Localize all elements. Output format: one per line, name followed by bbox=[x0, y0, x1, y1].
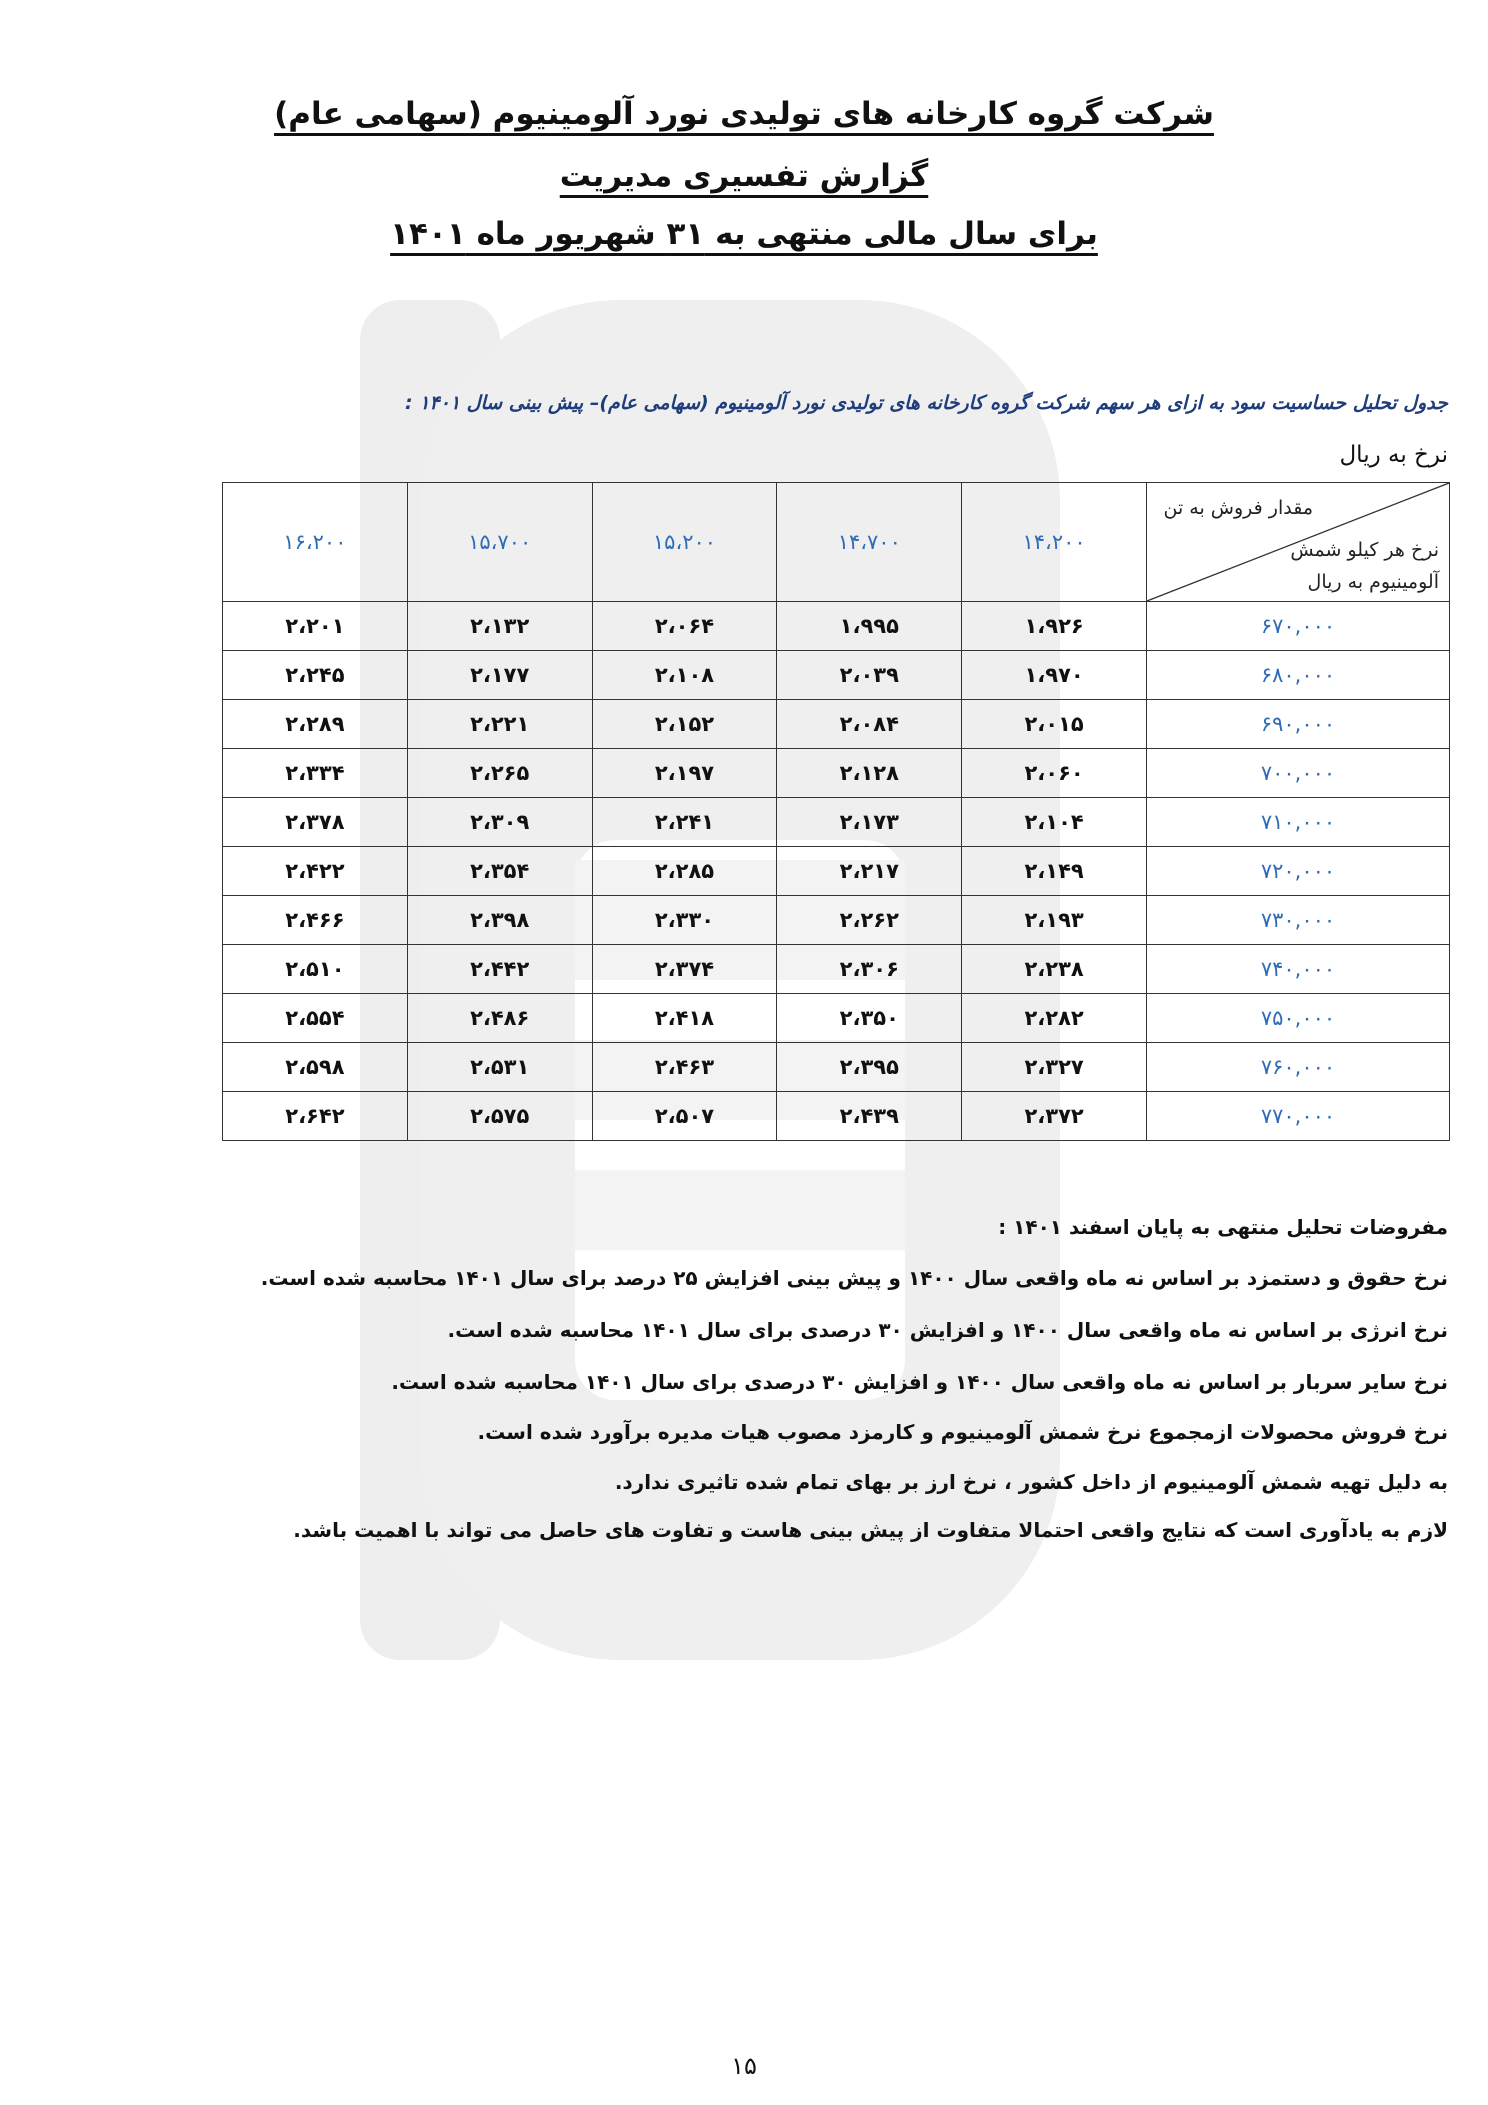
table-cell: ۲،۳۹۵ bbox=[777, 1043, 962, 1092]
corner-label-rate: نرخ هر کیلو شمش bbox=[1290, 539, 1439, 561]
table-cell: ۲،۴۲۲ bbox=[223, 847, 408, 896]
table-cell: ۲،۳۷۸ bbox=[223, 798, 408, 847]
column-header: ۱۴،۲۰۰ bbox=[962, 483, 1147, 602]
table-row bbox=[223, 1043, 1450, 1092]
table-cell: ۲،۵۳۱ bbox=[407, 1043, 592, 1092]
table-cell: ۲،۳۳۰ bbox=[592, 896, 777, 945]
column-header: ۱۶،۲۰۰ bbox=[223, 483, 408, 602]
row-header: ۷۱۰,۰۰۰ bbox=[1147, 798, 1450, 847]
table-cell: ۱،۹۹۵ bbox=[777, 602, 962, 651]
table-caption: جدول تحلیل حساسیت سود به ازای هر سهم شرکت گروه کارخانه های تولیدی نورد آلومینیوم (سهامی عام)– پیش بینی سال ۱۴۰۱ : bbox=[404, 392, 1448, 414]
assumptions-title: مفروضات تحلیل منتهی به پایان اسفند ۱۴۰۱ : bbox=[998, 1215, 1448, 1239]
corner-label-rate-unit: آلومینیوم به ریال bbox=[1307, 571, 1439, 593]
table-cell: ۲،۰۳۹ bbox=[777, 651, 962, 700]
table-header-row bbox=[223, 483, 1450, 602]
table-cell: ۲،۲۶۲ bbox=[777, 896, 962, 945]
period-title: برای سال مالی منتهی به ۳۱ شهریور ماه ۱۴۰۱ bbox=[390, 216, 1098, 252]
table-cell: ۲،۰۱۵ bbox=[962, 700, 1147, 749]
table-cell: ۲،۲۴۱ bbox=[592, 798, 777, 847]
assumption-item: نرخ حقوق و دستمزد بر اساس نه ماه واقعی سال ۱۴۰۰ و پیش بینی افزایش ۲۵ درصد برای سال ۱۴۰۱ محاسبه شده است. bbox=[260, 1266, 1448, 1290]
table-cell: ۲،۵۱۰ bbox=[223, 945, 408, 994]
corner-label-quantity: مقدار فروش به تن bbox=[1163, 497, 1313, 519]
company-title: شرکت گروه کارخانه های تولیدی نورد آلومینیوم (سهامی عام) bbox=[274, 96, 1214, 132]
table-cell: ۲،۳۵۰ bbox=[777, 994, 962, 1043]
table-cell: ۲،۲۸۲ bbox=[962, 994, 1147, 1043]
table-cell: ۲،۱۰۸ bbox=[592, 651, 777, 700]
row-header: ۷۶۰,۰۰۰ bbox=[1147, 1043, 1450, 1092]
table-row bbox=[223, 847, 1450, 896]
table-cell: ۲،۳۷۴ bbox=[592, 945, 777, 994]
table-cell: ۲،۱۰۴ bbox=[962, 798, 1147, 847]
column-header: ۱۵،۲۰۰ bbox=[592, 483, 777, 602]
table-cell: ۲،۳۷۲ bbox=[962, 1092, 1147, 1141]
table-cell: ۲،۱۷۳ bbox=[777, 798, 962, 847]
assumption-item: لازم به یادآوری است که نتایج واقعی احتمالا متفاوت از پیش بینی هاست و تفاوت های حاصل می تواند با اهمیت باشد. bbox=[293, 1518, 1448, 1542]
table-cell: ۲،۴۶۳ bbox=[592, 1043, 777, 1092]
table-cell: ۲،۲۲۱ bbox=[407, 700, 592, 749]
table-cell: ۲،۳۹۸ bbox=[407, 896, 592, 945]
sensitivity-table bbox=[222, 482, 1450, 1141]
table-cell: ۲،۵۷۵ bbox=[407, 1092, 592, 1141]
table-cell: ۲،۰۸۴ bbox=[777, 700, 962, 749]
table-cell: ۲،۱۲۸ bbox=[777, 749, 962, 798]
table-cell: ۲،۳۰۹ bbox=[407, 798, 592, 847]
row-header: ۷۵۰,۰۰۰ bbox=[1147, 994, 1450, 1043]
row-header: ۶۷۰,۰۰۰ bbox=[1147, 602, 1450, 651]
table-cell: ۲،۶۴۲ bbox=[223, 1092, 408, 1141]
table-row bbox=[223, 945, 1450, 994]
assumption-item: نرخ سایر سربار بر اساس نه ماه واقعی سال ۱۴۰۰ و افزایش ۳۰ درصدی برای سال ۱۴۰۱ محاسبه شده است. bbox=[391, 1370, 1448, 1394]
table-cell: ۲،۵۵۴ bbox=[223, 994, 408, 1043]
table-row bbox=[223, 1092, 1450, 1141]
table-row bbox=[223, 994, 1450, 1043]
table-cell: ۱،۹۷۰ bbox=[962, 651, 1147, 700]
unit-label: نرخ به ریال bbox=[1339, 442, 1448, 468]
table-cell: ۲،۲۴۵ bbox=[223, 651, 408, 700]
row-header: ۷۴۰,۰۰۰ bbox=[1147, 945, 1450, 994]
table-row bbox=[223, 749, 1450, 798]
row-header: ۷۷۰,۰۰۰ bbox=[1147, 1092, 1450, 1141]
table-cell: ۲،۴۶۶ bbox=[223, 896, 408, 945]
table-cell: ۲،۴۸۶ bbox=[407, 994, 592, 1043]
row-header: ۷۲۰,۰۰۰ bbox=[1147, 847, 1450, 896]
table-cell: ۲،۳۰۶ bbox=[777, 945, 962, 994]
table-cell: ۲،۰۶۰ bbox=[962, 749, 1147, 798]
table-cell: ۲،۴۱۸ bbox=[592, 994, 777, 1043]
table-cell: ۲،۲۶۵ bbox=[407, 749, 592, 798]
table-cell: ۲،۳۳۴ bbox=[223, 749, 408, 798]
table-cell: ۲،۱۴۹ bbox=[962, 847, 1147, 896]
row-header: ۷۰۰,۰۰۰ bbox=[1147, 749, 1450, 798]
table-cell: ۲،۵۹۸ bbox=[223, 1043, 408, 1092]
table-cell: ۲،۰۶۴ bbox=[592, 602, 777, 651]
table-row bbox=[223, 651, 1450, 700]
table-cell: ۲،۲۳۸ bbox=[962, 945, 1147, 994]
table-cell: ۲،۱۳۲ bbox=[407, 602, 592, 651]
table-cell: ۲،۴۴۲ bbox=[407, 945, 592, 994]
report-title: گزارش تفسیری مدیریت bbox=[559, 158, 929, 194]
row-header: ۶۹۰,۰۰۰ bbox=[1147, 700, 1450, 749]
table-cell: ۲،۱۹۳ bbox=[962, 896, 1147, 945]
table-cell: ۲،۱۷۷ bbox=[407, 651, 592, 700]
table-row bbox=[223, 700, 1450, 749]
table-cell: ۲،۳۲۷ bbox=[962, 1043, 1147, 1092]
assumption-item: به دلیل تهیه شمش آلومینیوم از داخل کشور ، نرخ ارز بر بهای تمام شده تاثیری ندارد. bbox=[614, 1470, 1448, 1494]
column-header: ۱۴،۷۰۰ bbox=[777, 483, 962, 602]
table-body bbox=[223, 602, 1450, 1141]
assumption-item: نرخ انرژی بر اساس نه ماه واقعی سال ۱۴۰۰ و افزایش ۳۰ درصدی برای سال ۱۴۰۱ محاسبه شده است. bbox=[447, 1318, 1448, 1342]
assumption-item: نرخ فروش محصولات ازمجموع نرخ شمش آلومینیوم و کارمزد مصوب هیات مدیره برآورد شده است. bbox=[477, 1420, 1448, 1444]
table-cell: ۲،۲۱۷ bbox=[777, 847, 962, 896]
table-cell: ۲،۱۹۷ bbox=[592, 749, 777, 798]
table-cell: ۲،۲۸۵ bbox=[592, 847, 777, 896]
table-row bbox=[223, 896, 1450, 945]
table-cell: ۱،۹۲۶ bbox=[962, 602, 1147, 651]
table-cell: ۲،۲۸۹ bbox=[223, 700, 408, 749]
column-header: ۱۵،۷۰۰ bbox=[407, 483, 592, 602]
row-header: ۷۳۰,۰۰۰ bbox=[1147, 896, 1450, 945]
table-cell: ۲،۵۰۷ bbox=[592, 1092, 777, 1141]
table-cell: ۲،۲۰۱ bbox=[223, 602, 408, 651]
table-corner-cell bbox=[1147, 483, 1450, 602]
row-header: ۶۸۰,۰۰۰ bbox=[1147, 651, 1450, 700]
table-row bbox=[223, 602, 1450, 651]
table-row bbox=[223, 798, 1450, 847]
table-cell: ۲،۱۵۲ bbox=[592, 700, 777, 749]
table-cell: ۲،۴۳۹ bbox=[777, 1092, 962, 1141]
page-number: ۱۵ bbox=[731, 2052, 757, 2080]
table-cell: ۲،۳۵۴ bbox=[407, 847, 592, 896]
